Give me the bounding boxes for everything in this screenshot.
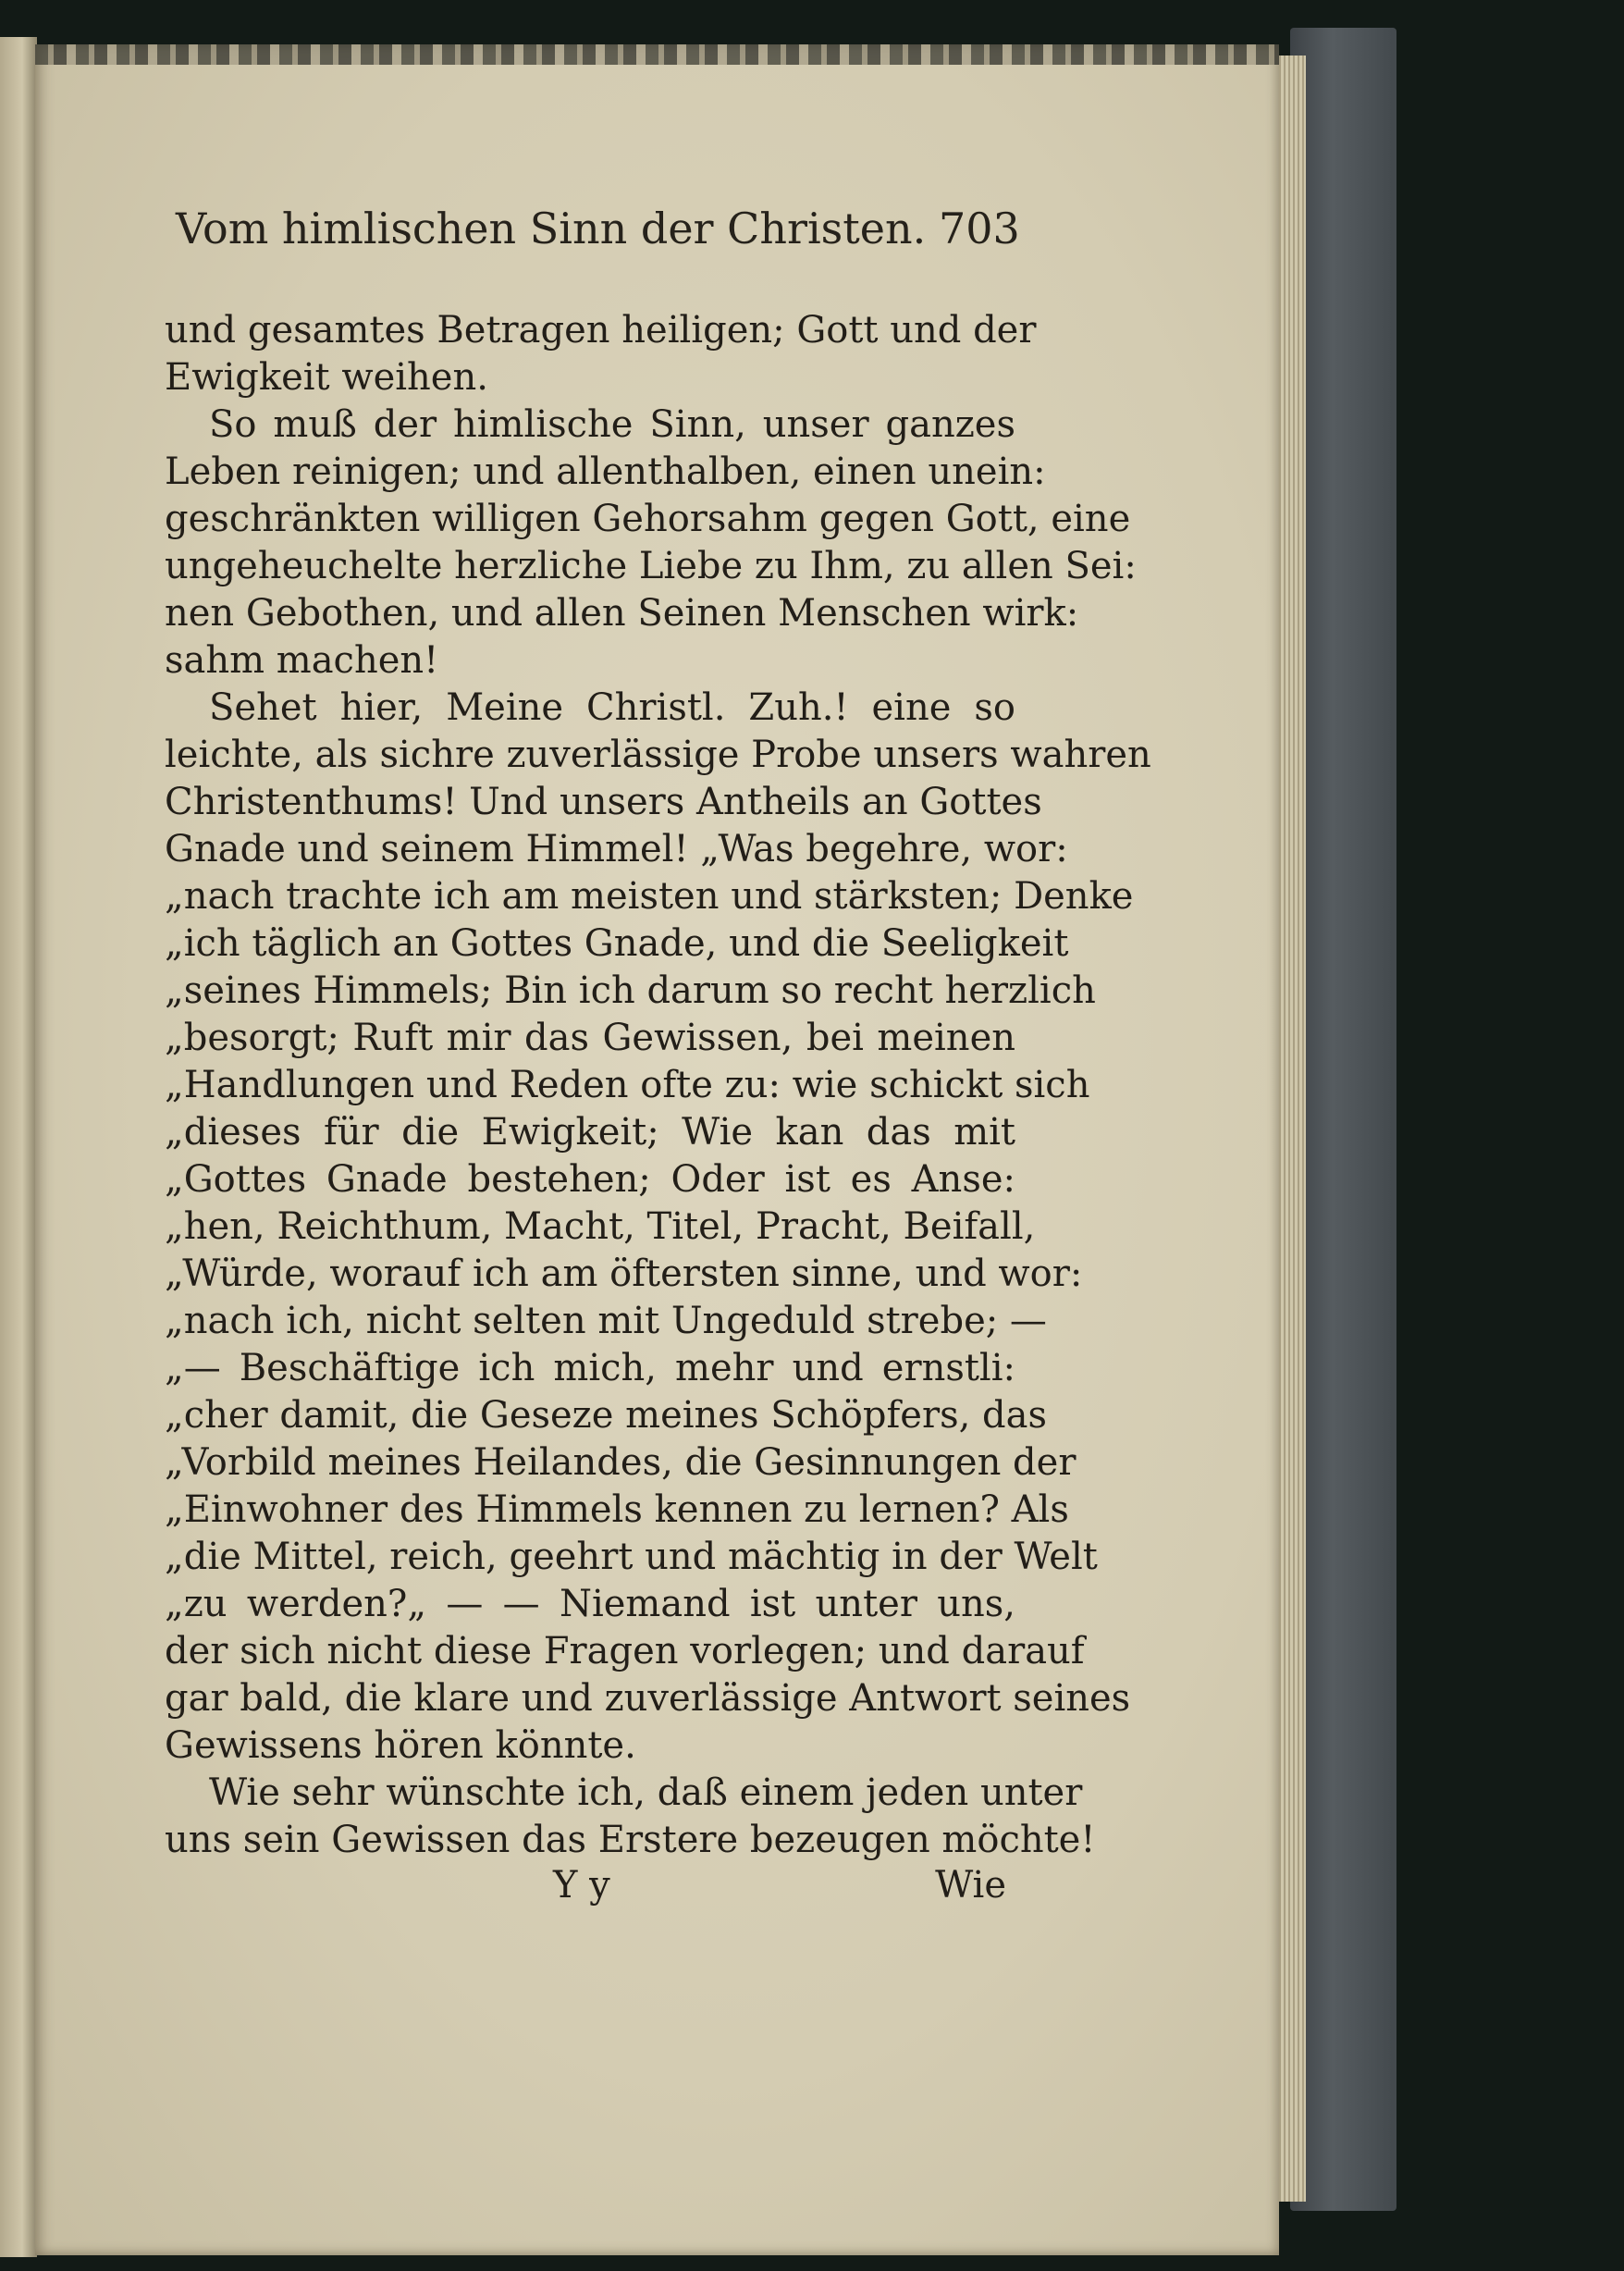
text-line: „— Beschäftige ich mich, mehr und ernstli: (165, 1347, 1015, 1389)
text-line: So muß der himlische Sinn, unser ganzes (209, 403, 1015, 446)
text-line: nen Gebothen, und allen Seinen Menschen wirk: (165, 592, 1079, 635)
torn-top-edge (35, 44, 1279, 65)
text-line: gar bald, die klare und zuverlässige Antwort seines (165, 1677, 1131, 1720)
text-line: „Einwohner des Himmels kennen zu lernen? Als (165, 1488, 1069, 1531)
catchword: Wie (935, 1864, 1006, 1907)
signature-mark: Y y (553, 1864, 610, 1907)
text-line: Gnade und seinem Himmel! „Was begehre, wor: (165, 828, 1068, 870)
text-line: „Gottes Gnade bestehen; Oder ist es Anse: (165, 1158, 1015, 1201)
text-line: ungeheuchelte herzliche Liebe zu Ihm, zu allen Sei: (165, 545, 1137, 587)
text-line: „besorgt; Ruft mir das Gewissen, bei meinen (165, 1017, 1015, 1059)
text-line: „Würde, worauf ich am öftersten sinne, und wor: (165, 1253, 1083, 1295)
book-cover-edge (1290, 28, 1396, 2211)
text-line: uns sein Gewissen das Erstere bezeugen möchte! (165, 1819, 1096, 1861)
text-line: „ich täglich an Gottes Gnade, und die Seeligkeit (165, 922, 1069, 965)
text-line: Ewigkeit weihen. (165, 356, 488, 399)
text-line: und gesamtes Betragen heiligen; Gott und der (165, 309, 1037, 352)
text-line: „dieses für die Ewigkeit; Wie kan das mit (165, 1111, 1015, 1154)
text-line: Wie sehr wünschte ich, daß einem jeden unter (209, 1771, 1083, 1814)
text-line: geschränkten willigen Gehorsahm gegen Gott, eine (165, 498, 1131, 540)
text-line: „nach ich, nicht selten mit Ungeduld strebe; — (165, 1300, 1047, 1342)
text-line: sahm machen! (165, 639, 439, 682)
page-number: 703 (939, 204, 1020, 253)
text-line: „die Mittel, reich, geehrt und mächtig in der Welt (165, 1536, 1098, 1578)
text-line: „Vorbild meines Heilandes, die Gesinnungen der (165, 1441, 1077, 1484)
body-text (165, 307, 1151, 1864)
text-line: „nach trachte ich am meisten und stärksten; Denke (165, 875, 1134, 918)
text-line: Sehet hier, Meine Christl. Zuh.! eine so (209, 686, 1015, 729)
text-line: der sich nicht diese Fragen vorlegen; und darauf (165, 1630, 1085, 1672)
text-line: Leben reinigen; und allenthalben, einen unein: (165, 450, 1046, 493)
running-head: Vom himlischen Sinn der Christen. (176, 204, 927, 253)
text-line: „seines Himmels; Bin ich darum so recht herzlich (165, 969, 1096, 1012)
text-line: „cher damit, die Geseze meines Schöpfers, das (165, 1394, 1048, 1437)
text-line: „zu werden?„ — — Niemand ist unter uns, (165, 1583, 1015, 1625)
page-footer (165, 1864, 1006, 1912)
text-line: Gewissens hören könnte. (165, 1724, 636, 1767)
previous-page-edge (0, 37, 37, 2257)
text-line: „Handlungen und Reden ofte zu: wie schickt sich (165, 1064, 1090, 1106)
text-line: leichte, als sichre zuverlässige Probe unsers wahren (165, 734, 1151, 776)
text-line: „hen, Reichthum, Macht, Titel, Pracht, Beifall, (165, 1205, 1036, 1248)
text-line: Christenthums! Und unsers Antheils an Gottes (165, 781, 1042, 823)
